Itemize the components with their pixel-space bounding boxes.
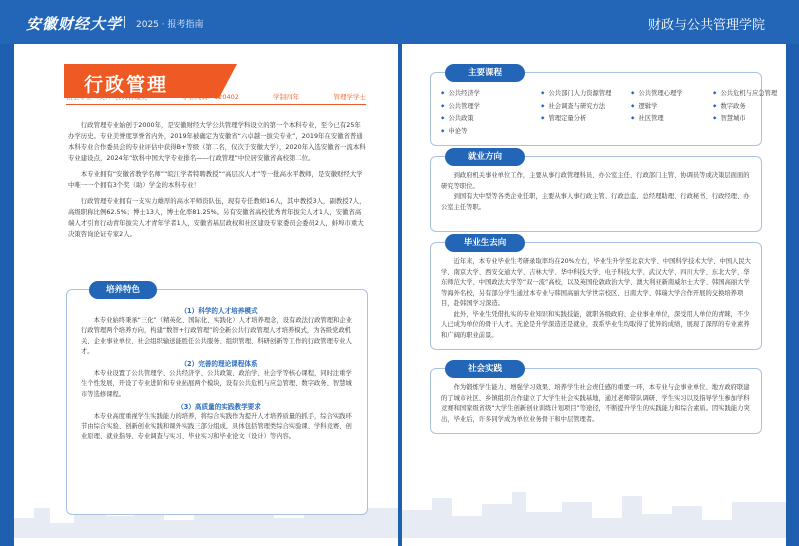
courses-list	[441, 89, 778, 137]
graduates-text: 此外，毕业生凭借扎实的专业知识和实践技能，就职各级政府、企业事业单位，深受用人单位的青睐，不少人已成为单位的骨干人才。无论是升学深造还是就业，我系毕业生均取得了优异的成绩，展现了深厚的专业素养和广阔的职业前景。	[441, 310, 750, 339]
degree-type: 管理学学士	[333, 93, 366, 101]
intro-paragraph: 行政管理专业始创于2000年，是安徽财经大学公共管理学科设立的第一个本科专业，至今已有25年办学历史。专业美誉度享誉省内外，2019年被确定为安徽省“六卓越一拔尖专业”，2019年在安徽省普通本科专业合作委员会的专业评估中获得B+等级（第二名，仅次于安徽大学），2020年入选安徽省一流本科专业建设点，2024年“软科中国大学专业排名——行政管理”中位居安徽省高校第二位。	[68, 121, 366, 162]
features-heading: 培养特色	[89, 281, 157, 299]
feature-text: 本专业始终秉承“三化”（精英化、国际化、实践化）人才培养理念，设有政法行政管理和企业行政管理两个培养方向，构建“数智+行政管理”的全新公共行政管理人才培养模式，为各级党政机关、企业事业单位、社会组织输送能胜任公共服务、组织管理、科研创新等工作的行政管理专业人才。	[81, 317, 352, 355]
enroll-category: 招生专业（类）：公共管理类	[66, 93, 148, 101]
employment-text: 到国有大中型等各类企业任职，主要从事人事行政主管、行政总监、总经理助理、行政秘书、行政经理、办公室主任等职。	[441, 193, 750, 211]
major-introduction	[68, 120, 366, 245]
course-item: ◆ 公共政策	[441, 114, 541, 125]
course-item: ◆ 公共危机与应急管理	[713, 89, 783, 100]
course-item: ◆ 公共部门人力资源管理	[541, 89, 631, 100]
graduates-text: 近年来，本专业毕业生考研录取率均在20%左右，毕业生升学至北京大学、中国科学技术大学、中国人民大学、南京大学、西安交通大学、吉林大学、华中科技大学、电子科技大学、武汉大学、四川大学、东北大学、华东师范大学、中国政法大学等“双一流”高校，以及英国伦敦政治大学、澳大利亚新南威尔士大学、韩国高丽大学等海外名校，另有部分学生通过本专业与韩国高丽大学世宗校区、日南大学、韩瑞大学合作开展的交换培养项目，赴韩国学习深造。	[441, 258, 751, 307]
header-divider	[124, 16, 125, 28]
employment-body	[441, 171, 751, 213]
course-item: ◆ 公共管理心理学	[631, 89, 713, 100]
feature-heading: （3）高质量的实践教学要求	[177, 402, 261, 411]
employment-heading: 就业方向	[445, 148, 525, 166]
course-item: ◆ 智慧城市	[713, 114, 783, 125]
guide-year: 2025 · 报考指南	[136, 20, 204, 30]
features-card	[66, 285, 368, 515]
graduates-body	[441, 257, 751, 341]
course-item: ◆ 公共经济学	[441, 89, 541, 100]
study-length: 学制四年	[273, 93, 300, 101]
university-logo: 安徽财经大学	[26, 15, 123, 33]
right-page	[402, 44, 786, 546]
course-item: ◆ 管理定量分析	[541, 114, 631, 125]
course-item: ◆ 申论等	[441, 127, 541, 138]
employment-card	[430, 152, 762, 232]
courses-body	[441, 89, 778, 137]
course-item: ◆ 社会调查与研究方法	[541, 102, 631, 113]
courses-heading: 主要课程	[445, 64, 525, 82]
courses-card	[430, 68, 778, 146]
graduates-heading: 毕业生去向	[445, 234, 525, 252]
feature-heading: （2）完善的理论课程体系	[180, 360, 258, 369]
feature-text: 本专业高度重视学生实践能力的培养，将综合实践作为提升人才培养质量的抓手，综合实践环节由综合实验、创新创业实践和课外实践三部分组成，具体包括管理类综合实验课、学科竞赛、创业原理、就业指导、专业调查与实习、毕业实习和毕业论文（设计）等内容。	[81, 413, 352, 441]
practice-card	[430, 364, 762, 434]
employment-text: 到政府机关事业单位工作，主要从事行政管理科员、办公室主任、行政部门主管、协调员等或决策层面面的研究等职位。	[441, 172, 750, 190]
college-name: 财政与公共管理学院	[647, 18, 765, 33]
feature-heading: （1）科学的人才培养模式	[180, 307, 258, 315]
course-item: ◆ 数字政务	[713, 102, 783, 113]
course-item: ◆ 社区管理	[631, 114, 713, 125]
campus-skyline-image	[402, 468, 786, 538]
graduates-card	[430, 238, 762, 350]
features-body	[81, 304, 357, 443]
major-code: 专业代码：120402	[181, 93, 239, 101]
top-bar	[0, 0, 799, 44]
intro-paragraph: 行政管理专业拥有一支实力雄厚的高水平师资队伍，现有专任教师16人，其中教授3人，副教授7人，高级职称比例62.5%；博士13人，博士化率81.25%。另有安徽省高校优秀青年拔尖人才1人，安徽省高端人才引育行动青年拔尖人才青年学者1人，安徽省基层政权和社区建设专家委员会委员2人，蚌埠市重大决策咨询论证专家2人。	[68, 197, 366, 238]
practice-body	[441, 383, 751, 425]
practice-text: 作为锻炼学生能力、增强学习效果、培养学生社会责任感的重要一环，本专业与企事业单位、地方政府联建的了城市社区、乡镇组织合作建立了大学生社会实践基地，通过老师带队调研、学生实习以及指导学生参加学科竞赛和国家级省级“大学生创新创业训练计划项目”等途径，不断提升学生的实践能力和综合素质。因实践能力突出，毕业后，许多同学成为单位业务骨干和中层管理者。	[441, 384, 750, 423]
course-item: ◆ 逻辑学	[631, 102, 713, 113]
major-info-row	[66, 92, 366, 105]
feature-text: 本专业设置了公共管理学、公共经济学、公共政策、政治学、社会学等核心课程，同时注重学生个性发展，开设了专业进阶和专业拓展两个模块，设有公共危机与应急管理、数字政务、智慧城市等选修课程。	[81, 370, 352, 398]
course-item: ◆ 公共管理学	[441, 102, 541, 113]
left-page	[14, 44, 398, 546]
intro-paragraph: 本专业拥有“安徽省教学名师”“皖江学者特聘教授”“高层次人才”等一批高水平教师，是安徽财经大学中唯一一个拥有3个奖（助）学金的本科专业！	[68, 170, 363, 189]
practice-heading: 社会实践	[445, 360, 525, 378]
major-title: 行政管理	[64, 64, 219, 98]
